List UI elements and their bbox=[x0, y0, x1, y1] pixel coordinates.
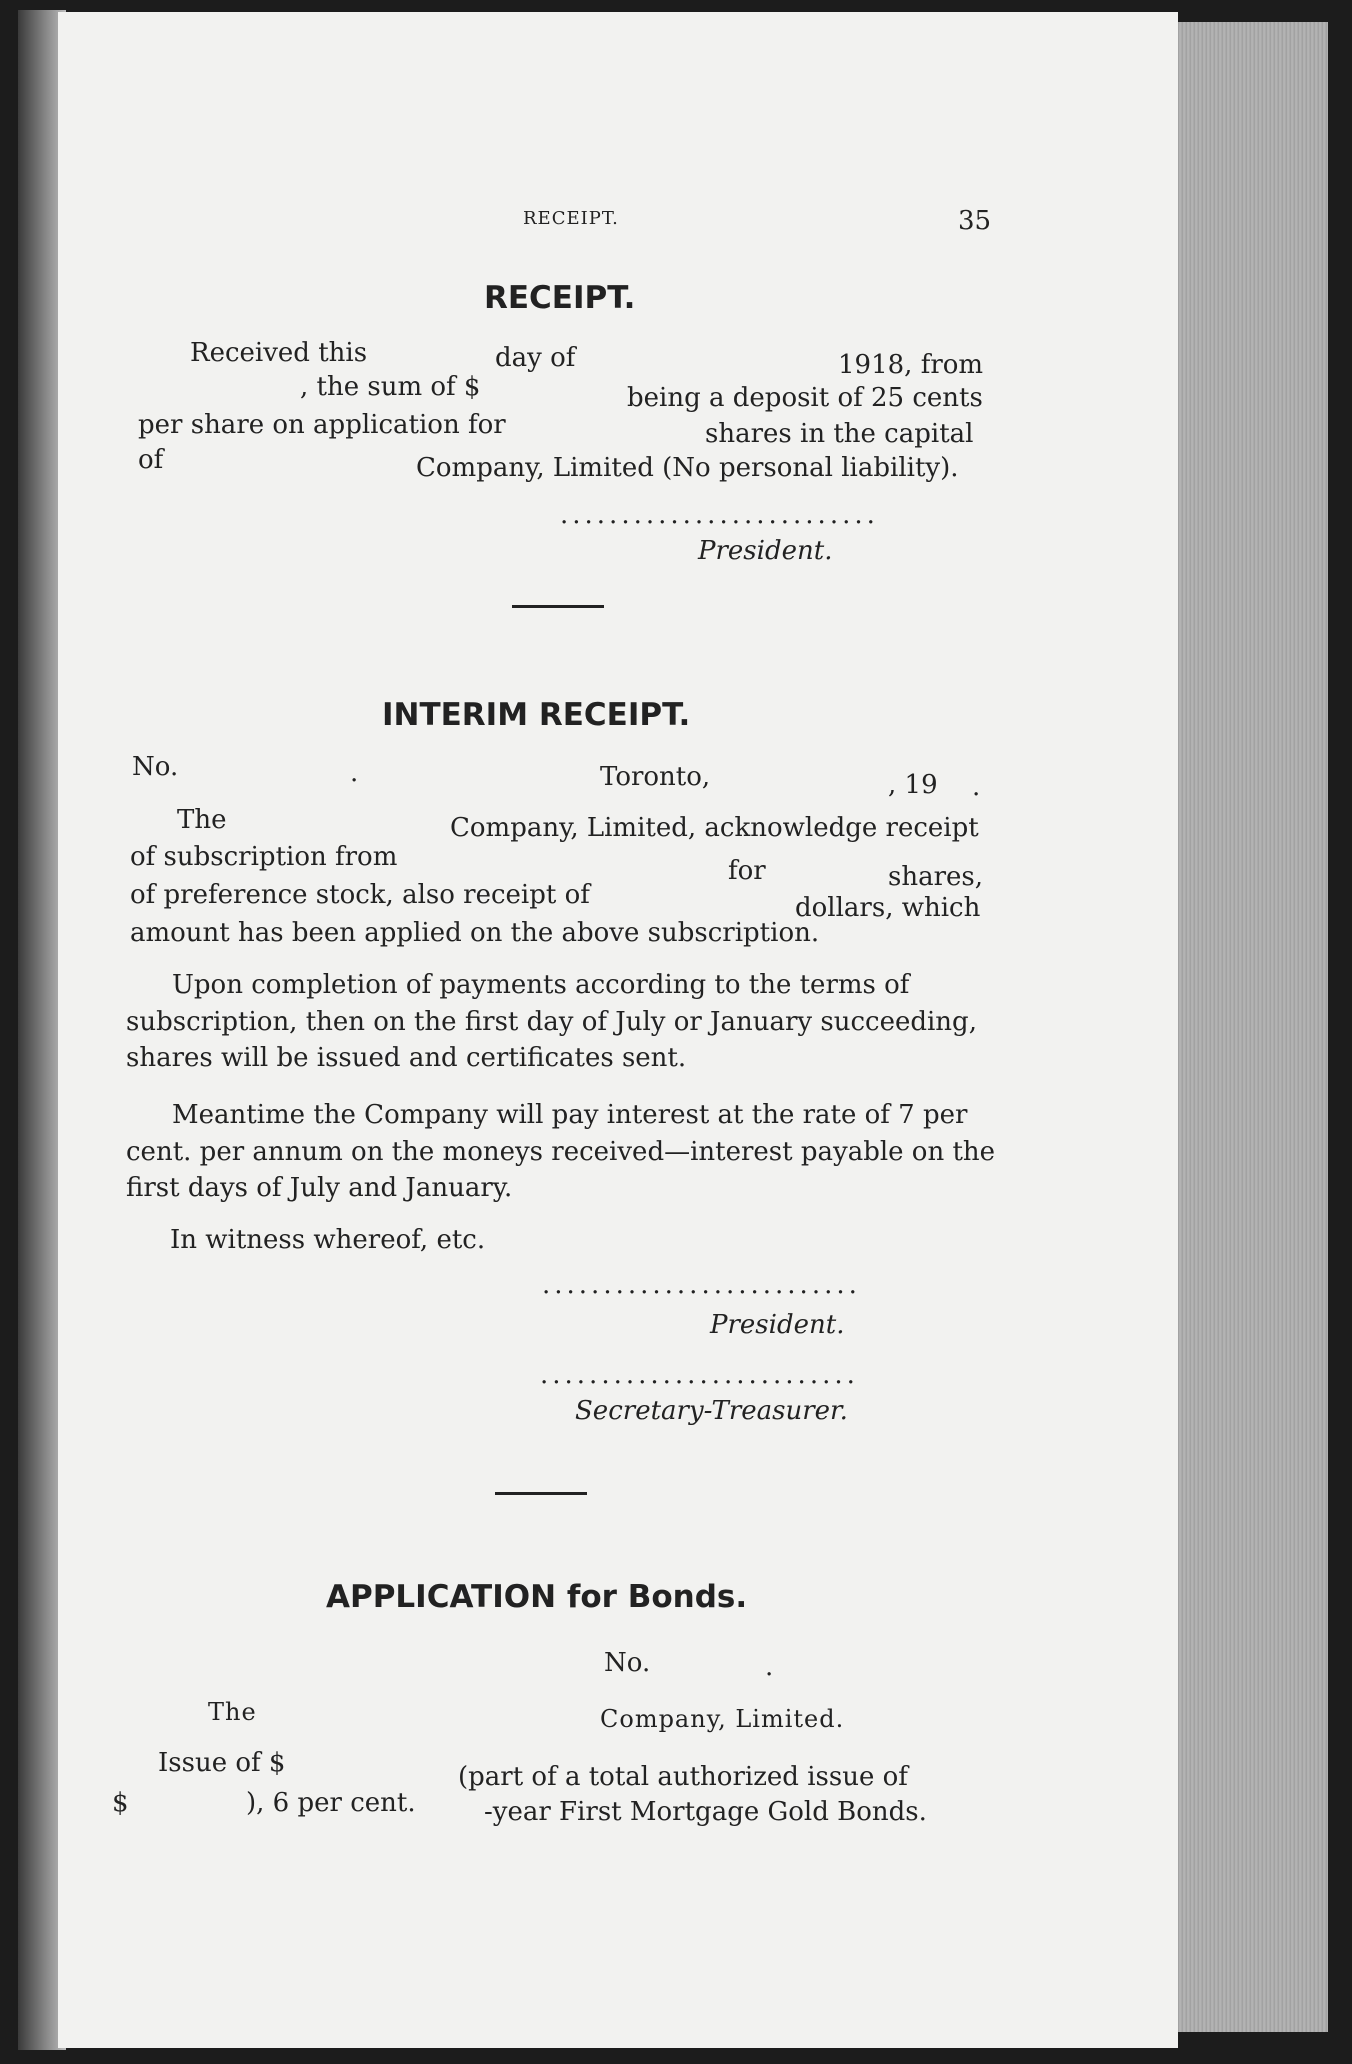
receipt-text: being a deposit of 25 cents bbox=[627, 383, 983, 413]
interim-text: of preference stock, also receipt of bbox=[130, 880, 590, 910]
interim-text: Toronto, bbox=[600, 762, 711, 792]
interim-text: , 19 bbox=[888, 770, 938, 800]
signature-president: President. bbox=[710, 1310, 845, 1340]
application-text: Company, Limited. bbox=[600, 1705, 845, 1733]
interim-text: The bbox=[177, 805, 227, 835]
interim-text: . bbox=[350, 758, 359, 788]
application-title-main: APPLICATION bbox=[326, 1579, 557, 1615]
receipt-text: 1918, from bbox=[838, 350, 984, 380]
signature-president: President. bbox=[698, 536, 833, 566]
receipt-text: , the sum of $ bbox=[300, 372, 481, 402]
right-page-edges bbox=[1178, 22, 1328, 2032]
signature-line: .......................... bbox=[560, 500, 879, 530]
page-number: 35 bbox=[958, 206, 992, 236]
application-text: -year First Mortgage Gold Bonds. bbox=[484, 1797, 927, 1827]
interim-text: amount has been applied on the above subscription. bbox=[130, 918, 820, 948]
application-text: The bbox=[208, 1698, 257, 1726]
signature-line: .......................... bbox=[542, 1270, 861, 1300]
receipt-title: RECEIPT. bbox=[484, 280, 636, 316]
interim-text: dollars, which bbox=[795, 893, 981, 923]
application-text: . bbox=[765, 1652, 774, 1682]
running-head: RECEIPT. bbox=[523, 208, 619, 229]
receipt-text: of bbox=[138, 445, 164, 475]
application-title bbox=[326, 1579, 747, 1615]
signature-secretary: Secretary-Treasurer. bbox=[575, 1396, 848, 1426]
interim-text: Meantime the Company will pay interest at the rate of 7 per bbox=[172, 1100, 968, 1130]
receipt-text: day of bbox=[495, 343, 576, 373]
application-text: No. bbox=[604, 1648, 651, 1678]
interim-text: In witness whereof, etc. bbox=[170, 1225, 486, 1255]
interim-text: . bbox=[972, 772, 981, 802]
receipt-text: shares in the capital bbox=[705, 419, 974, 449]
interim-title: INTERIM RECEIPT. bbox=[382, 697, 691, 733]
signature-line: .......................... bbox=[540, 1360, 859, 1390]
receipt-text: Company, Limited (No personal liability). bbox=[416, 453, 959, 483]
receipt-text: Received this bbox=[190, 338, 368, 368]
receipt-text: per share on application for bbox=[138, 410, 506, 440]
interim-text: Upon completion of payments according to the terms of bbox=[172, 970, 910, 1000]
section-divider bbox=[512, 605, 604, 608]
interim-text: first days of July and January. bbox=[126, 1173, 513, 1203]
interim-text: for bbox=[728, 856, 766, 886]
interim-text: cent. per annum on the moneys received—interest payable on the bbox=[126, 1137, 996, 1167]
section-divider bbox=[495, 1492, 587, 1495]
application-text: ), 6 per cent. bbox=[246, 1788, 416, 1818]
interim-text: Company, Limited, acknowledge receipt bbox=[450, 813, 979, 843]
application-text: $ bbox=[112, 1788, 129, 1818]
application-text: (part of a total authorized issue of bbox=[458, 1762, 908, 1792]
interim-text: shares will be issued and certificates sent. bbox=[126, 1043, 687, 1073]
interim-text: subscription, then on the first day of July or January succeeding, bbox=[126, 1007, 977, 1037]
application-text: Issue of $ bbox=[158, 1748, 286, 1778]
interim-text: No. bbox=[132, 752, 179, 782]
interim-text: shares, bbox=[888, 862, 984, 892]
interim-text: of subscription from bbox=[130, 842, 398, 872]
application-title-sub: for Bonds. bbox=[566, 1579, 748, 1615]
